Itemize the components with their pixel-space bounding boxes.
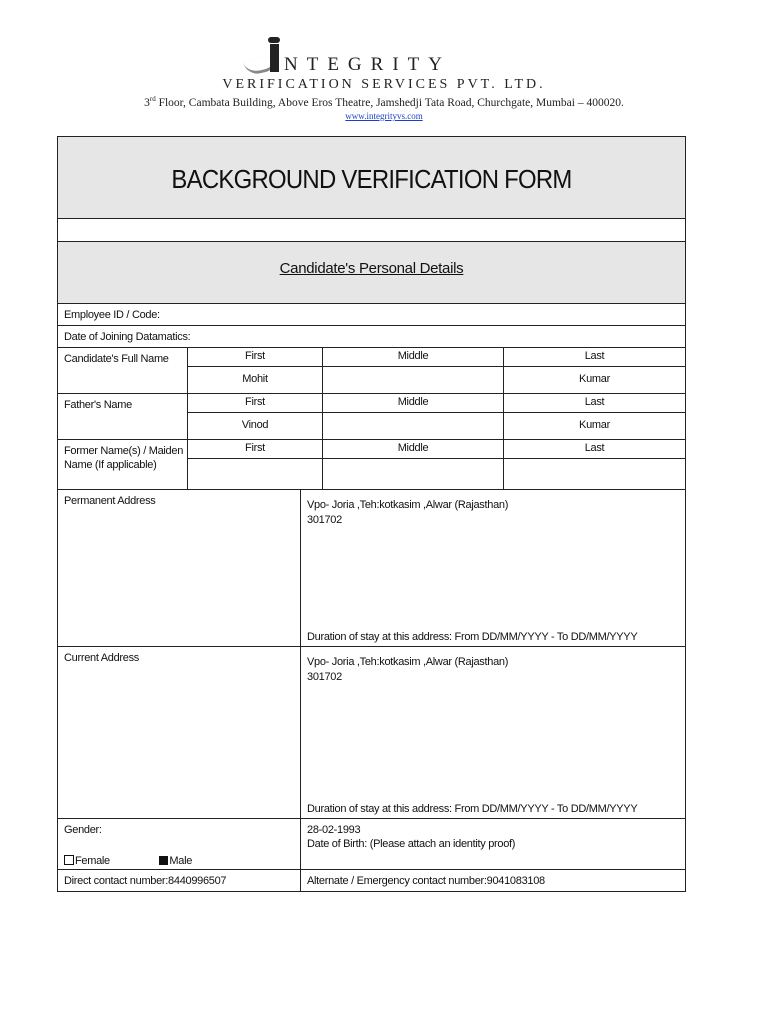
gender-label: Gender: (64, 824, 102, 836)
permanent-address-line1: Vpo- Joria ,Teh:kotkasim ,Alwar (Rajasthan) (307, 499, 509, 511)
last-header: Last (504, 348, 686, 367)
current-address-line2: 301702 (307, 671, 342, 683)
company-address: 3rd Floor, Cambata Building, Above Eros Theatre, Jamshedji Tata Road, Churchgate, Mumbai – 400020. (144, 95, 624, 109)
alternate-contact-field[interactable]: Alternate / Emergency contact number:9041083108 (301, 870, 686, 892)
father-last-name[interactable]: Kumar (504, 413, 686, 440)
dob-field[interactable] (301, 819, 686, 870)
form-title: BACKGROUND VERIFICATION FORM (171, 164, 572, 194)
logo-i-icon (270, 44, 279, 72)
father-name-label: Father's Name (58, 394, 188, 440)
current-address-duration: Duration of stay at this address: From DD/MM/YYYY - To DD/MM/YYYY (307, 803, 638, 815)
logo-text: NTEGRITY (284, 54, 451, 75)
form-title-cell (58, 137, 686, 219)
candidate-first-name[interactable]: Mohit (188, 367, 323, 394)
section-title: Candidate's Personal Details (279, 260, 464, 277)
unchecked-box-icon[interactable] (64, 855, 74, 865)
middle-header: Middle (323, 440, 504, 459)
employee-id-field[interactable]: Employee ID / Code: (58, 304, 686, 326)
former-middle-name[interactable] (323, 459, 504, 490)
checked-box-icon[interactable] (159, 856, 168, 865)
first-header: First (188, 348, 323, 367)
permanent-address-duration: Duration of stay at this address: From DD/MM/YYYY - To DD/MM/YYYY (307, 631, 638, 643)
gender-female-option[interactable]: Female (64, 855, 110, 867)
direct-contact-field[interactable]: Direct contact number:8440996507 (58, 870, 301, 892)
current-address-field[interactable] (301, 647, 686, 819)
dob-label: Date of Birth: (Please attach an identity proof) (307, 838, 516, 850)
blank-row (58, 219, 686, 242)
first-header: First (188, 394, 323, 413)
candidate-name-label: Candidate's Full Name (58, 348, 188, 394)
gender-options (64, 854, 300, 868)
former-first-name[interactable] (188, 459, 323, 490)
section-title-cell (58, 242, 686, 304)
permanent-address-label: Permanent Address (58, 490, 301, 647)
verification-form-table (57, 136, 686, 892)
joining-date-field[interactable]: Date of Joining Datamatics: (58, 326, 686, 348)
father-middle-name[interactable] (323, 413, 504, 440)
candidate-last-name[interactable]: Kumar (504, 367, 686, 394)
candidate-middle-name[interactable] (323, 367, 504, 394)
permanent-address-field[interactable] (301, 490, 686, 647)
first-header: First (188, 440, 323, 459)
dob-value: 28-02-1993 (307, 824, 361, 836)
middle-header: Middle (323, 348, 504, 367)
website-link[interactable]: www.integrityvs.com (345, 111, 423, 121)
letterhead (0, 40, 768, 121)
middle-header: Middle (323, 394, 504, 413)
company-logo (0, 40, 768, 74)
last-header: Last (504, 394, 686, 413)
permanent-address-line2: 301702 (307, 514, 342, 526)
current-address-label: Current Address (58, 647, 301, 819)
last-header: Last (504, 440, 686, 459)
gender-field (58, 819, 301, 870)
former-last-name[interactable] (504, 459, 686, 490)
current-address-line1: Vpo- Joria ,Teh:kotkasim ,Alwar (Rajasthan) (307, 656, 509, 668)
father-first-name[interactable]: Vinod (188, 413, 323, 440)
former-name-label: Former Name(s) / Maiden Name (If applicable) (58, 440, 188, 490)
company-name: VERIFICATION SERVICES PVT. LTD. (222, 77, 546, 92)
gender-male-option[interactable]: Male (159, 855, 192, 867)
